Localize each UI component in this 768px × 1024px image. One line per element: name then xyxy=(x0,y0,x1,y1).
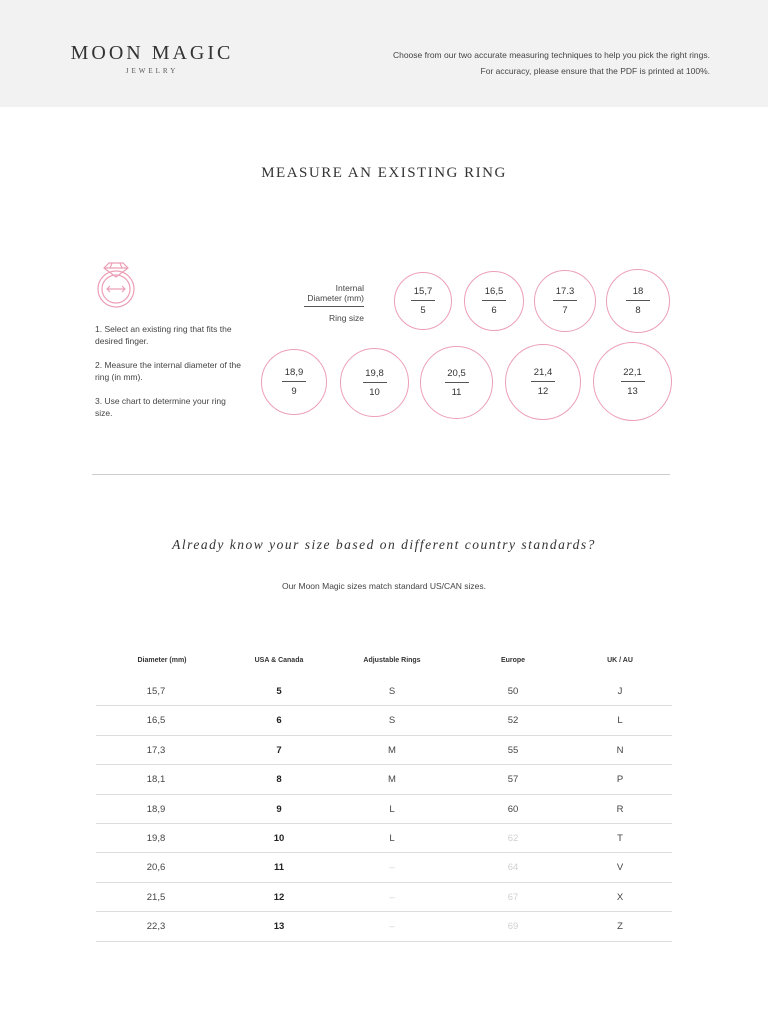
cell-usa-canada: 6 xyxy=(276,715,282,727)
cell-usa-canada: 8 xyxy=(276,774,282,786)
circle-ring-size: 10 xyxy=(369,386,380,398)
instruction-steps xyxy=(95,323,245,431)
brand-name: MOON MAGIC xyxy=(70,42,234,64)
circle-ring-size: 12 xyxy=(537,386,549,397)
cell-diameter: 19,8 xyxy=(146,832,166,844)
ring-circle-size-5 xyxy=(394,272,452,330)
cell-adjustable: L xyxy=(389,832,395,844)
cell-diameter: 18,9 xyxy=(146,803,166,815)
circle-ring-size: 7 xyxy=(562,305,568,316)
circle-diameter: 21,4 xyxy=(533,367,553,378)
cell-europe: 62 xyxy=(507,832,519,844)
circle-diameter: 16,5 xyxy=(484,286,504,297)
table-header xyxy=(96,655,672,677)
circle-diameter: 19,8 xyxy=(365,367,384,379)
ring-circle-size-9 xyxy=(261,349,327,415)
header-europe: Europe xyxy=(500,657,526,664)
ring-circle-size-8 xyxy=(606,269,670,333)
brand-subtitle: JEWELRY xyxy=(125,67,179,75)
cell-uk-au: J xyxy=(617,686,623,697)
circle-diameter: 18 xyxy=(632,286,644,297)
circle-ring-size: 8 xyxy=(635,305,641,316)
circle-diameter: 22,1 xyxy=(623,366,642,378)
table-row xyxy=(96,677,672,706)
cell-europe: 64 xyxy=(507,862,519,874)
cell-adjustable: S xyxy=(388,686,396,697)
cell-europe: 69 xyxy=(507,921,519,933)
cell-diameter: 22,3 xyxy=(146,921,166,933)
circle-ring-size: 11 xyxy=(451,386,462,398)
cell-europe: 67 xyxy=(507,891,519,903)
section-title: MEASURE AN EXISTING RING xyxy=(261,165,507,181)
table-row xyxy=(96,706,672,735)
table-row xyxy=(96,883,672,912)
circle-ring-size: 6 xyxy=(491,305,497,316)
ring-circle-size-11 xyxy=(420,346,493,419)
ring-circle-size-12 xyxy=(505,344,581,420)
circle-diameter: 20,5 xyxy=(447,367,466,379)
legend-size-label: Ring size xyxy=(329,313,364,323)
circle-ring-size: 5 xyxy=(420,305,426,316)
header-note xyxy=(290,47,710,79)
cell-usa-canada: 11 xyxy=(273,862,285,874)
circle-ring-size: 13 xyxy=(627,385,638,397)
cell-usa-canada: 13 xyxy=(273,921,285,933)
step-2: 2. Measure the internal diameter of the ring (in mm). xyxy=(95,360,241,382)
table-row xyxy=(96,912,672,941)
cell-adjustable: L xyxy=(389,803,395,815)
circle-ring-size: 9 xyxy=(291,386,297,397)
ring-circle-size-10 xyxy=(340,348,409,417)
cell-adjustable: – xyxy=(389,862,395,874)
cell-uk-au: P xyxy=(616,774,624,786)
header-uk-au: UK / AU xyxy=(607,657,633,664)
cell-usa-canada: 5 xyxy=(276,686,282,697)
cell-adjustable: S xyxy=(388,715,396,727)
cell-diameter: 18,1 xyxy=(146,774,166,786)
header-diameter: Diameter (mm) xyxy=(137,657,187,664)
cell-uk-au: T xyxy=(617,832,623,844)
ring-circle-size-7 xyxy=(534,270,596,332)
table-row xyxy=(96,853,672,882)
cell-adjustable: – xyxy=(389,891,395,903)
circle-diameter: 17.3 xyxy=(555,286,575,297)
cell-usa-canada: 7 xyxy=(276,744,282,756)
circle-diameter: 18,9 xyxy=(284,367,304,378)
cell-diameter: 20,6 xyxy=(146,862,166,874)
cell-uk-au: V xyxy=(616,862,624,874)
header-note-line-1: Choose from our two accurate measuring techniques to help you pick the right rings. xyxy=(392,50,710,60)
country-standards-note: Our Moon Magic sizes match standard US/CAN sizes. xyxy=(281,581,487,591)
ring-circle-size-13 xyxy=(593,342,672,421)
cell-usa-canada: 10 xyxy=(273,832,285,844)
section-divider xyxy=(92,474,670,475)
cell-usa-canada: 12 xyxy=(273,891,285,903)
step-3: 3. Use chart to determine your ring size. xyxy=(95,396,226,418)
cell-diameter: 17,3 xyxy=(146,744,166,756)
cell-europe: 60 xyxy=(507,803,519,815)
cell-uk-au: Z xyxy=(617,921,623,933)
legend-diameter-label: Internal Diameter (mm) xyxy=(304,283,364,307)
step-1: 1. Select an existing ring that fits the desired finger. xyxy=(95,324,232,346)
cell-europe: 55 xyxy=(507,744,519,756)
cell-uk-au: N xyxy=(616,744,624,756)
ring-circle-size-6 xyxy=(464,271,524,331)
diamond-ring-icon xyxy=(95,258,137,308)
cell-adjustable: M xyxy=(388,774,396,786)
circle-diameter: 15,7 xyxy=(413,286,433,297)
cell-diameter: 16,5 xyxy=(146,715,166,727)
size-conversion-table xyxy=(96,655,672,942)
cell-europe: 57 xyxy=(507,774,519,786)
table-body xyxy=(96,677,672,942)
brand-logo xyxy=(62,42,242,75)
table-row xyxy=(96,824,672,853)
cell-europe: 52 xyxy=(507,715,519,727)
cell-usa-canada: 9 xyxy=(276,803,282,815)
header-bar xyxy=(0,0,768,107)
cell-uk-au: X xyxy=(616,891,624,903)
cell-uk-au: L xyxy=(617,715,623,727)
header-note-line-2: For accuracy, please ensure that the PDF is printed at 100%. xyxy=(480,66,710,76)
header-usa-canada: USA & Canada xyxy=(254,657,304,664)
table-row xyxy=(96,765,672,794)
cell-adjustable: – xyxy=(389,921,395,933)
country-standards-title: Already know your size based on different country standards? xyxy=(172,537,596,552)
cell-europe: 50 xyxy=(507,686,519,697)
cell-diameter: 15,7 xyxy=(146,686,166,697)
cell-diameter: 21,5 xyxy=(146,891,166,903)
cell-uk-au: R xyxy=(616,803,624,815)
table-row xyxy=(96,795,672,824)
header-adjustable: Adjustable Rings xyxy=(363,657,421,664)
table-row xyxy=(96,736,672,765)
cell-adjustable: M xyxy=(388,744,396,756)
circle-legend xyxy=(252,283,364,323)
